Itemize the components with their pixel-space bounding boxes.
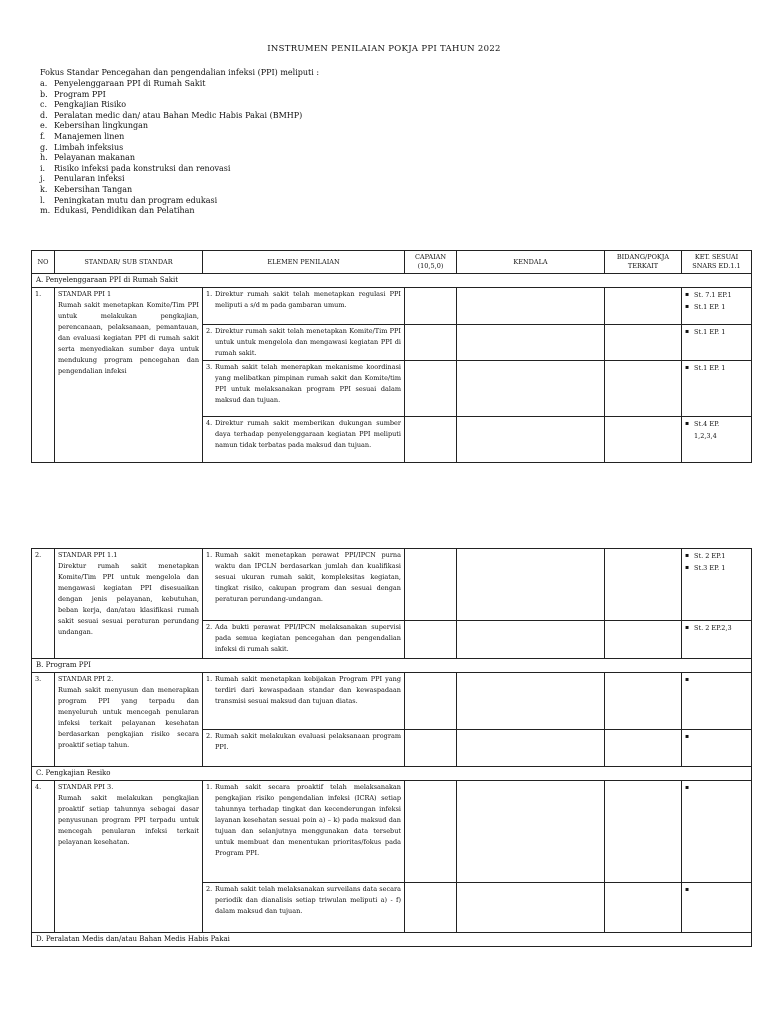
ket-cell: ▪ St. 7.1 EP.1 ▪ St.1 EP. 1 — [682, 288, 752, 325]
focus-item-text: Pengkajian Risiko — [54, 100, 127, 110]
capaian-input[interactable] — [405, 325, 457, 361]
focus-item-text: Program PPI — [54, 89, 106, 99]
header-elemen: ELEMEN PENILAIAN — [203, 251, 405, 274]
bidang-input[interactable] — [605, 883, 682, 933]
capaian-input[interactable] — [405, 621, 457, 659]
kendala-input[interactable] — [457, 673, 605, 730]
assessment-table-page-1 — [31, 250, 752, 463]
focus-item-text: Pelayanan makanan — [54, 153, 136, 163]
focus-item — [40, 100, 319, 111]
standard-text: Rumah sakit menyusun dan menerapkan program PPI yang terpadu dan menyeluruh untuk mencegah penularan infeksi terkait pelayanan kesehatan berdasarkan pengkajian risiko secara proaktif setiap tahun. — [58, 686, 199, 749]
section-c-label: C. Pengkajian Resiko — [32, 767, 752, 781]
standard-heading: STANDAR PPI 3. — [58, 783, 114, 791]
standard-text: Direktur rumah sakit menetapkan Komite/Tim PPI untuk mengelola dan mengawasi kegiatan PPI disesuaikan dengan jenis pelayanan, kebutuhan, beban kerja, dan/atau klasifikasi rumah sakit sesuai sesuai peraturan perundang undangan. — [58, 562, 199, 636]
standard-text: Rumah sakit menetapkan Komite/Tim PPI untuk melakukan pengkajian, perencanaan, pelaksanaan, pemantauan, dan evaluasi kegiatan PPI di rumah sakit serta menyediakan sumber daya untuk mendukung program pencegahan dan pengendalian infeksi — [58, 301, 199, 375]
section-row — [32, 274, 752, 288]
table-row — [32, 781, 752, 883]
element-text: Direktur rumah sakit memberikan dukungan sumber daya terhadap penyelenggaraan kegiatan PPI meliputi namun tidak terbatas pada maksud dan tujuan. — [215, 419, 401, 449]
bidang-input[interactable] — [605, 288, 682, 325]
standard-heading: STANDAR PPI 1 — [58, 290, 112, 298]
focus-item — [40, 153, 319, 164]
element-cell: 2. Rumah sakit melakukan evaluasi pelaksanaan program PPI. — [203, 730, 405, 767]
header-standar: STANDAR/ SUB STANDAR — [55, 251, 203, 274]
row-number: 2. — [32, 549, 55, 659]
row-number: 1. — [32, 288, 55, 463]
ket-cell: ▪ — [682, 883, 752, 933]
element-cell: 1. Rumah sakit menetapkan kebijakan Program PPI yang terdiri dari kewaspadaan standar dan kewaspadaan transmisi sesuai maksud dan tujuan diatas. — [203, 673, 405, 730]
ket-cell: ▪ — [682, 673, 752, 730]
focus-item-letter: k. — [40, 184, 48, 194]
section-row — [32, 933, 752, 947]
element-cell: 2. Direktur rumah sakit telah menetapkan Komite/Tim PPI untuk untuk mengelola dan mengawasi kegiatan PPI di rumah sakit. — [203, 325, 405, 361]
focus-item-text: Peningkatan mutu dan program edukasi — [54, 195, 218, 205]
section-row — [32, 659, 752, 673]
kendala-input[interactable] — [457, 549, 605, 621]
capaian-input[interactable] — [405, 288, 457, 325]
capaian-input[interactable] — [405, 417, 457, 463]
focus-intro: Fokus Standar Pencegahan dan pengendalian infeksi (PPI) meliputi : — [40, 68, 320, 77]
standard-cell — [55, 288, 203, 463]
focus-item — [40, 206, 319, 217]
header-capaian: CAPAIAN (10,5,0) — [405, 251, 457, 274]
focus-item-letter: f. — [40, 131, 46, 141]
row-number: 3. — [32, 673, 55, 767]
focus-item — [40, 79, 319, 90]
element-cell: 4. Direktur rumah sakit memberikan dukungan sumber daya terhadap penyelenggaraan kegiatan PPI meliputi namun tidak terbatas pada maksud dan tujuan. — [203, 417, 405, 463]
standard-cell — [55, 781, 203, 933]
kendala-input[interactable] — [457, 621, 605, 659]
element-text: Direktur rumah sakit telah menetapkan Komite/Tim PPI untuk untuk mengelola dan mengawasi kegiatan PPI di rumah sakit. — [215, 327, 401, 357]
focus-item-letter: h. — [40, 153, 48, 163]
bidang-input[interactable] — [605, 730, 682, 767]
kendala-input[interactable] — [457, 325, 605, 361]
ket-cell: ▪ St.1 EP. 1 — [682, 325, 752, 361]
row-number: 4. — [32, 781, 55, 933]
standard-heading: STANDAR PPI 2. — [58, 675, 114, 683]
kendala-input[interactable] — [457, 361, 605, 417]
ket-cell: ▪ — [682, 730, 752, 767]
ket-cell: ▪ St. 2 EP.2,3 — [682, 621, 752, 659]
focus-item-letter: d. — [40, 110, 48, 120]
kendala-input[interactable] — [457, 730, 605, 767]
bidang-input[interactable] — [605, 325, 682, 361]
focus-item — [40, 174, 319, 185]
focus-item — [40, 111, 319, 122]
standard-text: Rumah sakit melakukan pengkajian proaktif setiap tahunnya sebagai dasar penyusunan program PPI terpadu untuk mencegah penularan infeksi terkait pelayanan kesehatan. — [58, 794, 199, 846]
table-row — [32, 288, 752, 325]
element-cell: 1. Direktur rumah sakit telah menetapkan regulasi PPI meliputi a s/d m pada gambaran umum. — [203, 288, 405, 325]
focus-item-letter: m. — [40, 206, 51, 216]
kendala-input[interactable] — [457, 883, 605, 933]
section-d-label: D. Peralatan Medis dan/atau Bahan Medis Habis Pakai — [32, 933, 752, 947]
kendala-input[interactable] — [457, 781, 605, 883]
focus-item-text: Edukasi, Pendidikan dan Pelatihan — [54, 206, 195, 216]
kendala-input[interactable] — [457, 417, 605, 463]
header-bidang: BIDANG/POKJA TERKAIT — [605, 251, 682, 274]
header-no: NO — [32, 251, 55, 274]
section-b-label: B. Program PPI — [32, 659, 752, 673]
focus-item-letter: j. — [40, 174, 46, 184]
focus-item-text: Kebersihan lingkungan — [54, 121, 149, 131]
header-kendala: KENDALA — [457, 251, 605, 274]
focus-item-letter: b. — [40, 89, 48, 99]
element-text: Rumah sakit menetapkan kebijakan Program PPI yang terdiri dari kewaspadaan standar dan kewaspadaan transmisi sesuai maksud dan tujuan diatas. — [215, 675, 401, 705]
assessment-table-page-2 — [31, 548, 752, 947]
focus-item — [40, 164, 319, 175]
focus-item-letter: a. — [40, 79, 48, 88]
element-cell: 2. Rumah sakit telah melaksanakan surveilans data secara periodik dan dianalisis setiap triwulan meliputi a) - f) dalam maksud dan tujuan. — [203, 883, 405, 933]
element-text: Rumah sakit secara proaktif telah melaksanakan pengkajian risiko pengendalian infeksi (ICRA) setiap tahunnya terhadap tingkat dan kecenderungan infeksi layanan kesehatan sesuai poin a) – k) pada maksud dan tujuan dan selanjutnya menggunakan data tersebut untuk membuat dan menentukan prioritas/fokus pada Program PPI. — [215, 783, 401, 857]
capaian-input[interactable] — [405, 549, 457, 621]
bidang-input[interactable] — [605, 781, 682, 883]
element-cell: 1. Rumah sakit secara proaktif telah melaksanakan pengkajian risiko pengendalian infeksi (ICRA) setiap tahunnya terhadap tingkat dan kecenderungan infeksi layanan kesehatan sesuai poin a) – k) pada maksud dan tujuan dan selanjutnya menggunakan data tersebut untuk membuat dan menentukan prioritas/fokus pada Program PPI. — [203, 781, 405, 883]
capaian-input[interactable] — [405, 781, 457, 883]
table-row — [32, 549, 752, 621]
ket-cell: ▪ St. 2 EP.1 ▪ St.3 EP. 1 — [682, 549, 752, 621]
standard-heading: STANDAR PPI 1.1 — [58, 551, 118, 559]
focus-item-letter: e. — [40, 121, 48, 131]
kendala-input[interactable] — [457, 288, 605, 325]
focus-item — [40, 90, 319, 101]
element-text: Rumah sakit melakukan evaluasi pelaksanaan program PPI. — [215, 732, 401, 751]
capaian-input[interactable] — [405, 730, 457, 767]
section-a-label: A. Penyelenggaraan PPI di Rumah Sakit — [32, 274, 752, 288]
focus-item — [40, 132, 319, 143]
focus-item-letter: l. — [40, 195, 46, 205]
ket-cell: ▪ St.1 EP. 1 — [682, 361, 752, 417]
focus-item-text: Limbah infeksius — [54, 142, 124, 152]
focus-item — [40, 196, 319, 207]
element-text: Rumah sakit telah menerapkan mekanisme koordinasi yang melibatkan pimpinan rumah sakit dan Komite/tim PPI untuk melaksanakan program PPI sesuai dalam maksud dan tujuan. — [215, 363, 401, 404]
focus-list — [40, 68, 319, 217]
standard-cell — [55, 549, 203, 659]
element-cell: 2. Ada bukti perawat PPI/IPCN melaksanakan supervisi pada semua kegiatan pencegahan dan pengendalian infeksi di rumah sakit. — [203, 621, 405, 659]
focus-item-letter: i. — [40, 163, 46, 173]
header-ket: KET. SESUAI SNARS ED.1.1 — [682, 251, 752, 274]
element-text: Ada bukti perawat PPI/IPCN melaksanakan supervisi pada semua kegiatan pencegahan dan pengendalian infeksi di rumah sakit. — [215, 623, 401, 653]
focus-item — [40, 143, 319, 154]
focus-item-text: Peralatan medic dan/ atau Bahan Medic Habis Pakai (BMHP) — [54, 110, 303, 120]
element-cell: 3. Rumah sakit telah menerapkan mekanisme koordinasi yang melibatkan pimpinan rumah sakit dan Komite/tim PPI untuk melaksanakan program PPI sesuai dalam maksud dan tujuan. — [203, 361, 405, 417]
focus-item-letter: g. — [40, 142, 48, 152]
focus-item — [40, 185, 319, 196]
bidang-input[interactable] — [605, 549, 682, 621]
section-row — [32, 767, 752, 781]
table-row — [32, 673, 752, 730]
ket-cell: ▪ — [682, 781, 752, 883]
element-cell: 1. Rumah sakit menetapkan perawat PPI/IPCN purna waktu dan IPCLN berdasarkan jumlah dan kualifikasi sesuai ukuran rumah sakit, kompleksitas kegiatan, tingkat risiko, cakupan program dan sesuai dengan peraturan perundang-undangan. — [203, 549, 405, 621]
focus-item-text: Risiko infeksi pada konstruksi dan renovasi — [54, 163, 231, 173]
element-text: Rumah sakit telah melaksanakan surveilans data secara periodik dan dianalisis setiap triwulan meliputi a) - f) dalam maksud dan tujuan. — [215, 885, 401, 915]
bidang-input[interactable] — [605, 621, 682, 659]
capaian-input[interactable] — [405, 361, 457, 417]
bidang-input[interactable] — [605, 673, 682, 730]
table-header-row — [32, 251, 752, 274]
focus-item-letter: c. — [40, 100, 48, 110]
capaian-input[interactable] — [405, 673, 457, 730]
focus-item-text: Penyelenggaraan PPI di Rumah Sakit — [54, 79, 206, 88]
ket-cell: ▪ St.4 EP. 1,2,3,4 — [682, 417, 752, 463]
standard-cell — [55, 673, 203, 767]
bidang-input[interactable] — [605, 361, 682, 417]
focus-item-text: Kebersihan Tangan — [54, 184, 133, 194]
element-text: Rumah sakit menetapkan perawat PPI/IPCN purna waktu dan IPCLN berdasarkan jumlah dan kualifikasi sesuai ukuran rumah sakit, kompleksitas kegiatan, tingkat risiko, cakupan program dan sesuai dengan peraturan perundang-undangan. — [215, 551, 401, 603]
capaian-input[interactable] — [405, 883, 457, 933]
focus-items — [40, 79, 319, 217]
element-text: Direktur rumah sakit telah menetapkan regulasi PPI meliputi a s/d m pada gambaran umum. — [215, 290, 401, 309]
focus-item-text: Penularan infeksi — [54, 174, 125, 184]
focus-item-text: Manajemen linen — [54, 131, 125, 141]
document-title: INSTRUMEN PENILAIAN POKJA PPI TAHUN 2022 — [267, 44, 501, 54]
bidang-input[interactable] — [605, 417, 682, 463]
focus-item — [40, 121, 319, 132]
